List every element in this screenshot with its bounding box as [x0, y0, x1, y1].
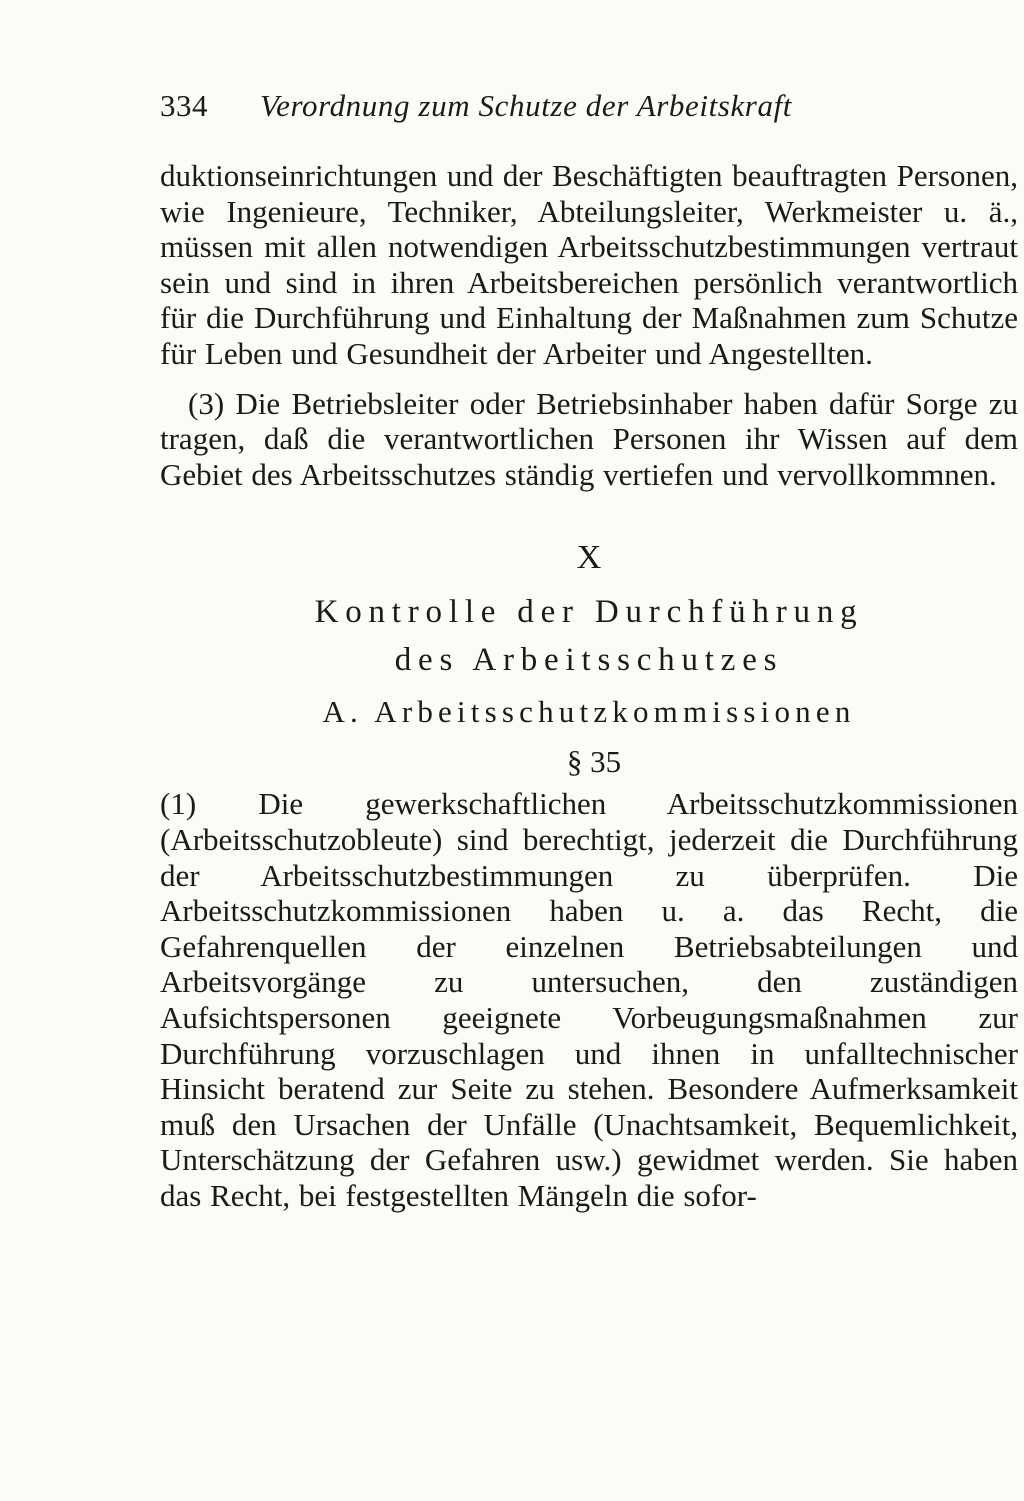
paragraph-sign: § 35 [566, 744, 622, 780]
section-title-line-1: Kontrolle der Durchführung [314, 594, 864, 631]
page-number: 334 [160, 88, 208, 123]
subsection-title: A. Arbeitsschutzkommissionen [322, 694, 856, 730]
book-page [160, 88, 1018, 1213]
section-title [160, 588, 1018, 684]
paragraph-35-1: (1) Die gewerkschaftlichen Arbeitsschutzkommissionen (Arbeitsschutzobleute) sind berechtigt, jederzeit die Durchführung der Arbeitsschutzbestimmungen zu überprüfen. Die Arbeitsschutzkommissionen haben u. a. das Recht, die Gefahrenquellen der einzelnen Betriebsabteilungen und Arbeitsvorgänge zu untersuchen, den zuständigen Aufsichtspersonen geeignete Vorbeugungsmaßnahmen zur Durchführung vorzuschlagen und ihnen in unfalltechnischer Hinsicht beratend zur Seite zu stehen. Besondere Aufmerksamkeit muß den Ursachen der Unfälle (Unachtsamkeit, Bequemlichkeit, Unterschätzung der Gefahren usw.) gewidmet werden. Sie haben das Recht, bei festgestellten Mängeln die sofor- [160, 786, 1018, 1213]
paragraph-continuation: duktionseinrichtungen und der Beschäftigten beauftragten Personen, wie Ingenieure, Techniker, Abteilungsleiter, Werkmeister u. ä., müssen mit allen notwendigen Arbeitsschutzbestimmungen vertraut sein und sind in ihren Arbeitsbereichen persönlich verantwortlich für die Durchführung und Einhaltung der Maßnahmen zum Schutze für Leben und Gesundheit der Arbeiter und Angestellten. [160, 158, 1018, 371]
section-number: X [576, 539, 602, 577]
running-title: Verordnung zum Schutze der Arbeitskraft [260, 88, 792, 123]
running-head [160, 88, 1018, 138]
paragraph-3: (3) Die Betriebsleiter oder Betriebsinhaber haben dafür Sorge zu tragen, daß die verantwortlichen Personen ihr Wissen auf dem Gebiet des Arbeitsschutzes ständig vertiefen und vervollkommnen. [160, 385, 1018, 492]
section-title-line-2: des Arbeitsschutzes [394, 642, 784, 679]
